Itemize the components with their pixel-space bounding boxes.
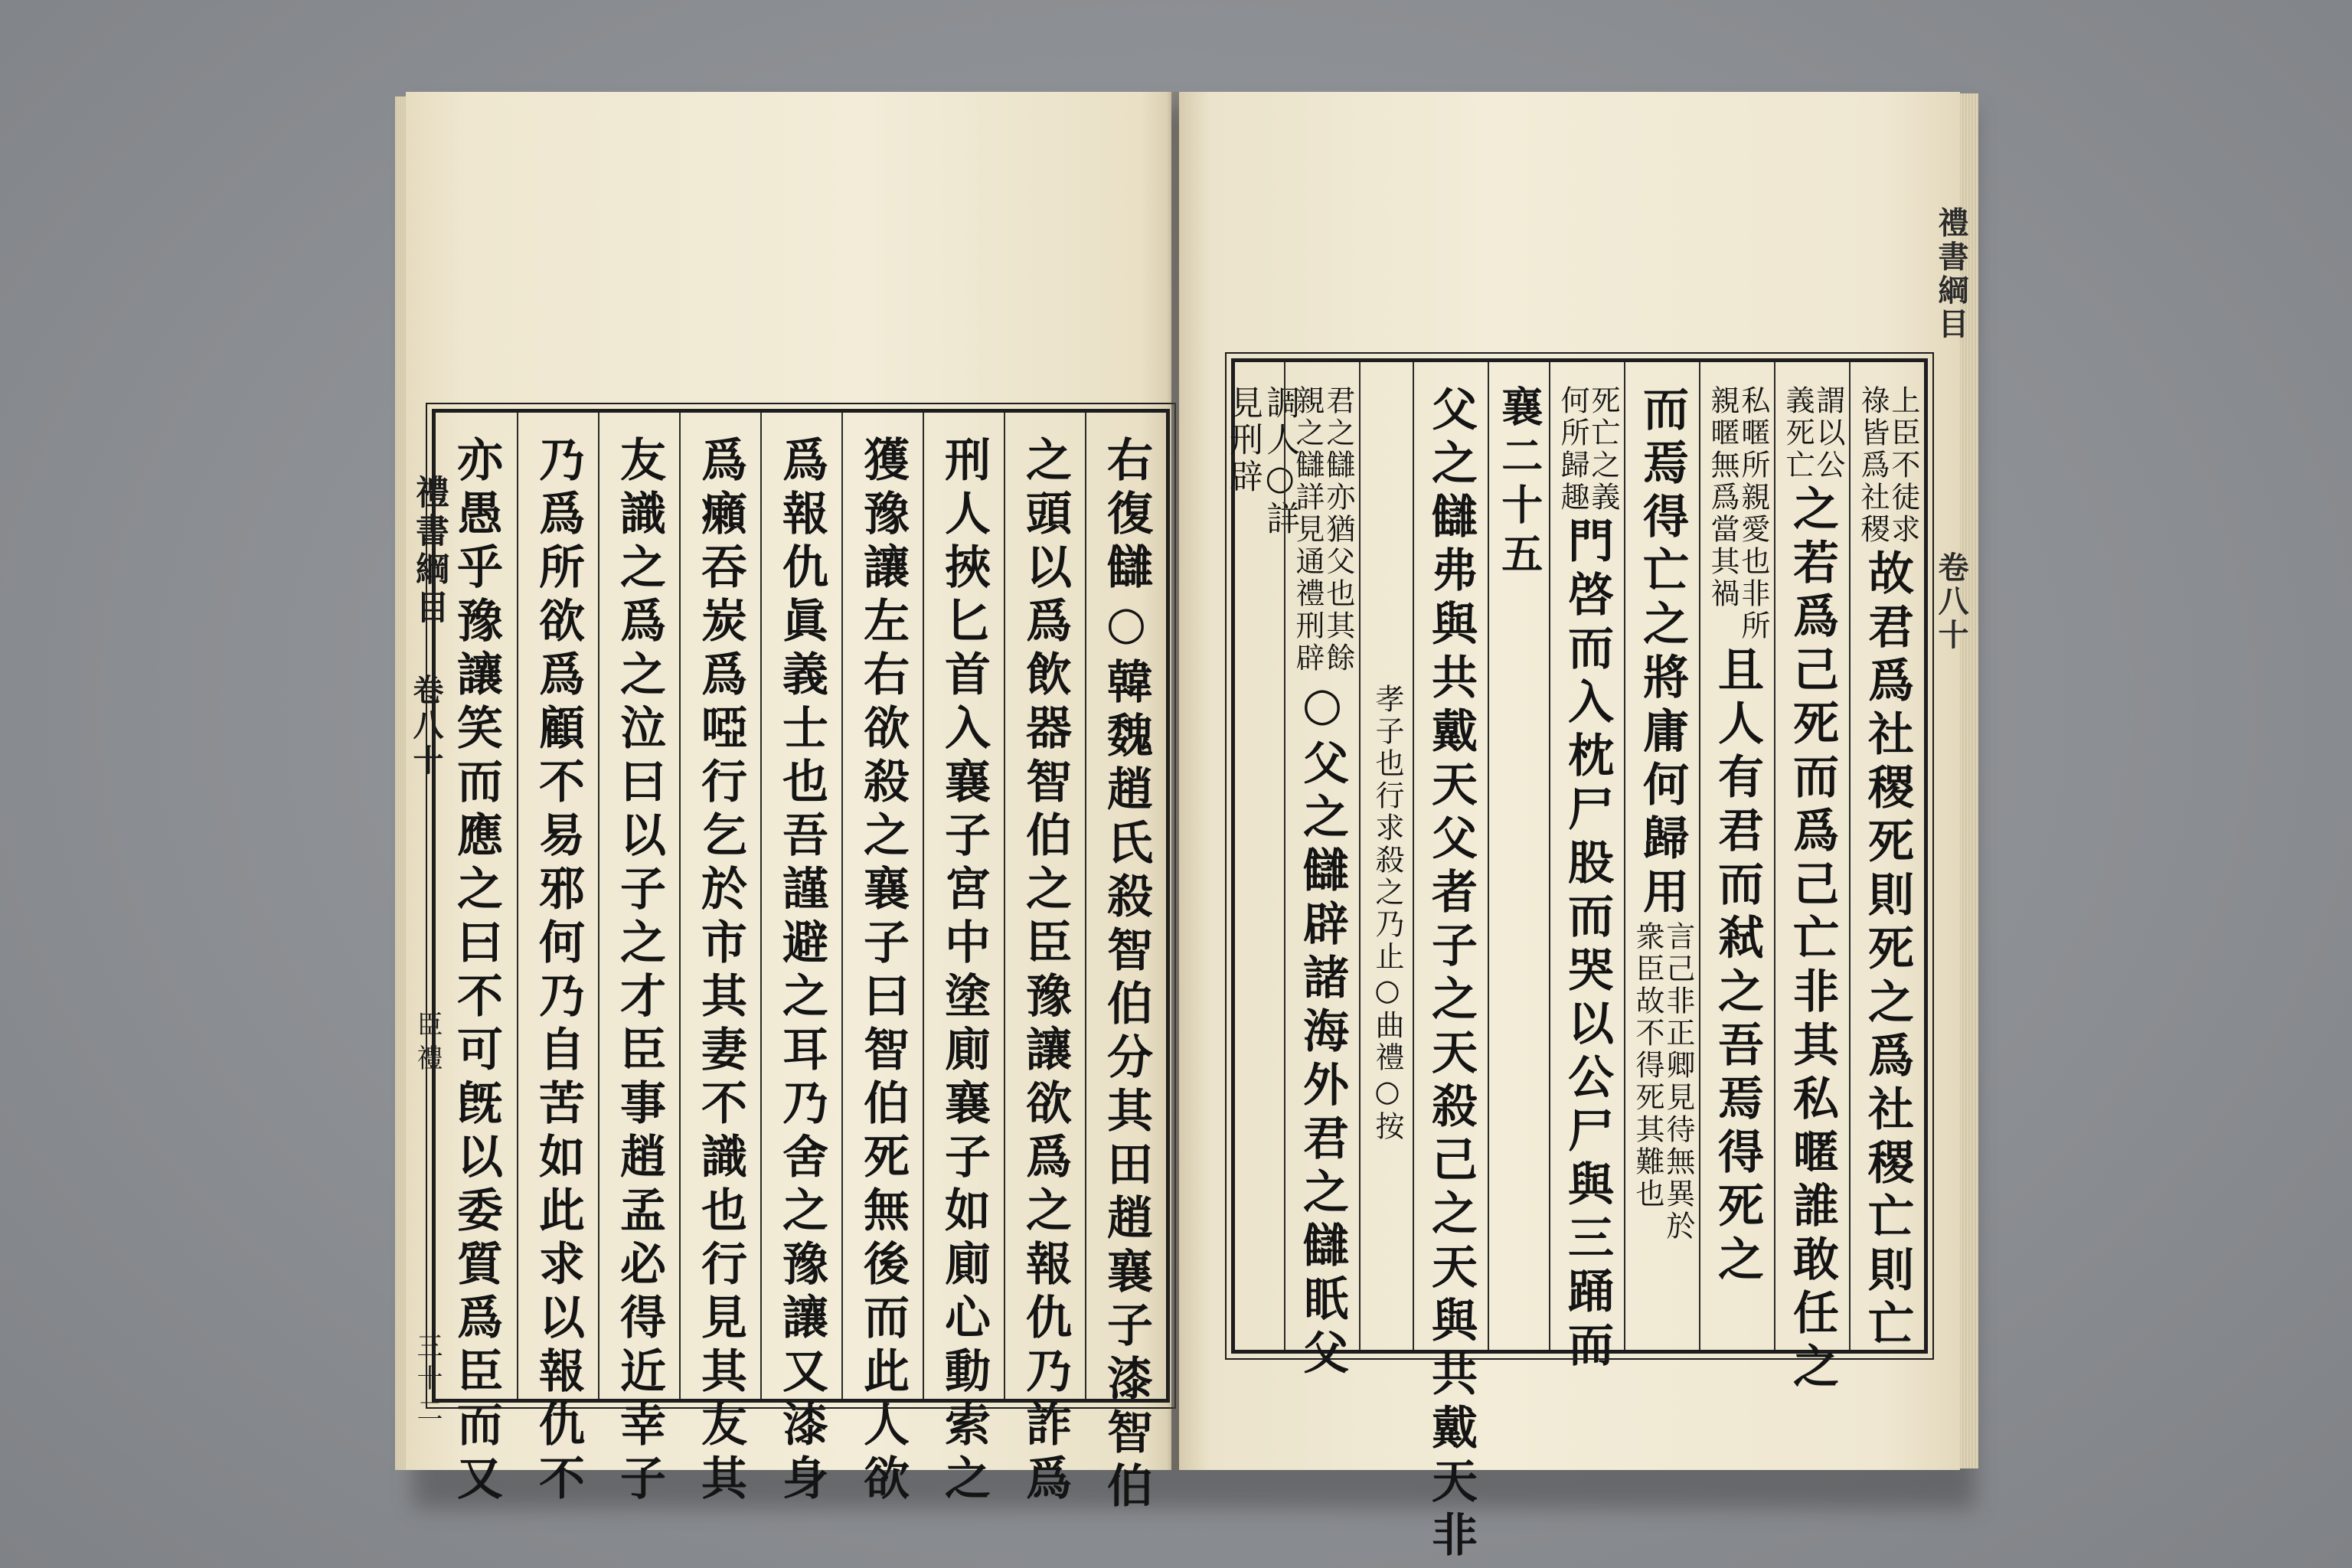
text-column: [679, 413, 760, 1508]
text-column: [1413, 362, 1488, 1564]
annotation-pair: [1857, 385, 1918, 546]
annotation-left: 何所歸趣: [1556, 385, 1589, 514]
annotation-right: 言己非正卿見待無異於: [1661, 921, 1695, 1243]
column-text: 之若爲己死而爲己亡非其私暱誰敢任之: [1785, 485, 1839, 1396]
annotation-right: 上臣不徒求: [1886, 385, 1920, 546]
column-text: 父之讎弗與共戴天父者子之天殺己之天與共戴天非: [1424, 385, 1478, 1564]
right-margin-volume: 卷八十: [1933, 551, 1969, 652]
text-column: [1223, 362, 1300, 1350]
text-column: [1488, 362, 1549, 1350]
text-column: [1004, 413, 1085, 1508]
text-column: [1284, 362, 1359, 1382]
bleed-through: [536, 207, 597, 259]
annotation-right: 君之讎亦猶父也其餘: [1321, 385, 1355, 675]
column-text: 爲報仇眞義士也吾謹避之耳乃舍之豫讓又漆身: [775, 436, 828, 1508]
text-column: [1699, 362, 1774, 1350]
annotation-text: 見刑辟: [1223, 385, 1263, 495]
column-text: ○父之讎辟諸海外君之讎眂父: [1295, 678, 1349, 1382]
column-text: 刑人挾匕首入襄子宮中塗廁襄子如廁心動索之: [937, 436, 991, 1508]
column-stack: [1556, 385, 1620, 1374]
left-page: [406, 92, 1171, 1515]
column-text: 亦愚乎豫讓笑而應之曰不可旣以委質爲臣而又: [449, 436, 503, 1508]
column-text: 門啓而入枕尸股而哭以公尸與三踊而: [1560, 517, 1614, 1374]
left-margin-section: 臣禮: [412, 1011, 443, 1078]
column-text: 且人有君而弒之吾焉得死之: [1710, 645, 1764, 1289]
text-column: [841, 413, 923, 1508]
mixed-column: [1291, 362, 1355, 1382]
text-column: [1549, 362, 1624, 1374]
annotation-pair: [1632, 921, 1693, 1243]
column-text: 之頭以爲飲器智伯之臣豫讓欲爲之報仇乃詐爲: [1018, 436, 1072, 1508]
column-stack: [1291, 385, 1355, 1382]
column-text: 右復讎○韓魏趙氏殺智伯分其田趙襄子漆智伯: [1099, 436, 1153, 1515]
annotation-pair: [1707, 385, 1768, 642]
text-column: [1085, 413, 1166, 1515]
annotation-left: 祿皆爲社稷: [1856, 385, 1890, 546]
left-margin-volume: 卷八十: [408, 674, 444, 779]
column-text: 乃爲所欲爲顧不易邪何乃自苦如此求以報仇不: [531, 436, 585, 1508]
annotation-left: 衆臣故不得死其難也: [1631, 921, 1664, 1210]
annotation-pair: [1494, 385, 1544, 1350]
right-page: [1179, 92, 1969, 1564]
mixed-column: [1856, 362, 1920, 1353]
column-text: 故君爲社稷死則死之爲社稷亡則亡: [1860, 549, 1914, 1353]
text-column: [1774, 362, 1849, 1396]
text-column: [436, 413, 517, 1508]
open-book: [406, 92, 1969, 1564]
annotation-pair: [1292, 385, 1353, 675]
annotation-text: 孝子也行求殺之乃止○曲禮○按: [1370, 684, 1404, 1143]
annotation-right: 死亡之義: [1586, 385, 1620, 514]
left-margin-title: 禮書綱目: [410, 475, 449, 628]
annotation-pair: [1782, 385, 1843, 482]
text-column: [517, 413, 598, 1508]
annotation-pair: [1557, 385, 1618, 514]
annotation-right: 謂以公: [1811, 385, 1845, 482]
mixed-column: [1556, 362, 1620, 1374]
mixed-column: [1707, 362, 1768, 1350]
right-margin-title: 禮書綱目: [1933, 207, 1969, 341]
column-stack: [1856, 385, 1920, 1353]
text-column: [1849, 362, 1924, 1353]
annotation-left: 親之讎詳見通禮刑辟: [1291, 385, 1325, 675]
text-column: [760, 413, 841, 1508]
left-text-block: [432, 409, 1170, 1515]
left-margin-page-number: 三十二: [412, 1332, 443, 1429]
right-text-block: [1223, 358, 1928, 1564]
column-text: 獲豫讓左右欲殺之襄子曰智伯死無後而此人欲: [856, 436, 910, 1508]
text-column: [923, 413, 1004, 1508]
annotation-right: 私暱所親愛也非所: [1736, 385, 1770, 642]
mixed-column: [1781, 362, 1845, 1396]
text-column: [1624, 362, 1699, 1350]
column-stack: [1707, 385, 1768, 1350]
annotation-left: 義死亡: [1781, 385, 1815, 482]
column-stack: [1632, 385, 1693, 1350]
text-column: [598, 413, 679, 1508]
column-text: 襄二十五: [1494, 385, 1544, 581]
column-text: 友識之爲之泣曰以子之才臣事趙孟必得近幸子: [612, 436, 666, 1508]
annotation-text: 調人○詳: [1260, 385, 1300, 537]
column-text: 而焉得亡之將庸何歸用: [1635, 385, 1689, 921]
annotation-left: 親暱無爲當其禍: [1706, 385, 1740, 610]
column-text: 爲癩吞炭爲啞行乞於市其妻不識也行見其友其: [694, 436, 747, 1508]
text-column: [1359, 362, 1413, 1350]
mixed-column: [1494, 362, 1544, 1350]
column-stack: [1781, 385, 1845, 1396]
mixed-column: [1632, 362, 1693, 1350]
